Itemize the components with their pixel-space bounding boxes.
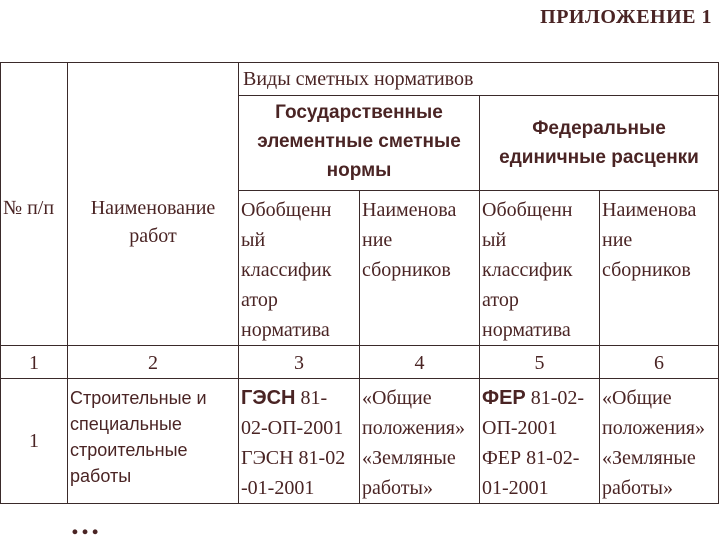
fer-code-a: 81-02- ОП-2001 — [482, 387, 585, 439]
index-cell: 3 — [239, 346, 360, 379]
table-row — [1, 379, 719, 504]
row-work-name: Строительные и специальные строительные работы — [68, 379, 239, 504]
header-name: Наименование работ — [68, 63, 239, 346]
collection-c: «Общие положения» — [602, 387, 705, 439]
header-fed-rates: Федеральные единичные расценки — [480, 96, 719, 191]
gesn-code-a: 81- 02-ОП-2001 — [241, 387, 344, 439]
row-fer-codes — [480, 379, 600, 504]
index-cell: 6 — [600, 346, 719, 379]
collection-d: «Земляные работы» — [602, 447, 696, 499]
index-cell: 4 — [360, 346, 480, 379]
norms-table — [0, 62, 719, 504]
header-types: Виды сметных нормативов — [239, 63, 719, 96]
gesn-bold-label: ГЭСН — [241, 387, 296, 409]
page-title: ПРИЛОЖЕНИЕ 1 — [540, 6, 712, 28]
header-gov-norms: Государственные элементные сметные нормы — [239, 96, 480, 191]
collection-b: «Земляные работы» — [362, 447, 456, 499]
row-fer-collections — [600, 379, 719, 504]
index-cell: 1 — [1, 346, 68, 379]
index-cell: 2 — [68, 346, 239, 379]
gesn-code-b: ГЭСН 81-02 -01-2001 — [241, 447, 346, 499]
row-gesn-codes — [239, 379, 360, 504]
index-cell: 5 — [480, 346, 600, 379]
row-gesn-collections — [360, 379, 480, 504]
fer-bold-label: ФЕР — [482, 387, 526, 409]
header-fer-classifier: Обобщенн ый классифик атор норматива — [480, 191, 600, 346]
header-gesn-collections: Наименова ние сборников — [360, 191, 480, 346]
row-num: 1 — [1, 379, 68, 504]
header-fer-collections: Наименова ние сборников — [600, 191, 719, 346]
header-gesn-classifier: Обобщенн ый классифик атор норматива — [239, 191, 360, 346]
header-num: № п/п — [1, 63, 68, 346]
ellipsis: … — [70, 508, 101, 541]
collection-a: «Общие положения» — [362, 387, 465, 439]
fer-code-b: ФЕР 81-02- 01-2001 — [482, 447, 580, 499]
